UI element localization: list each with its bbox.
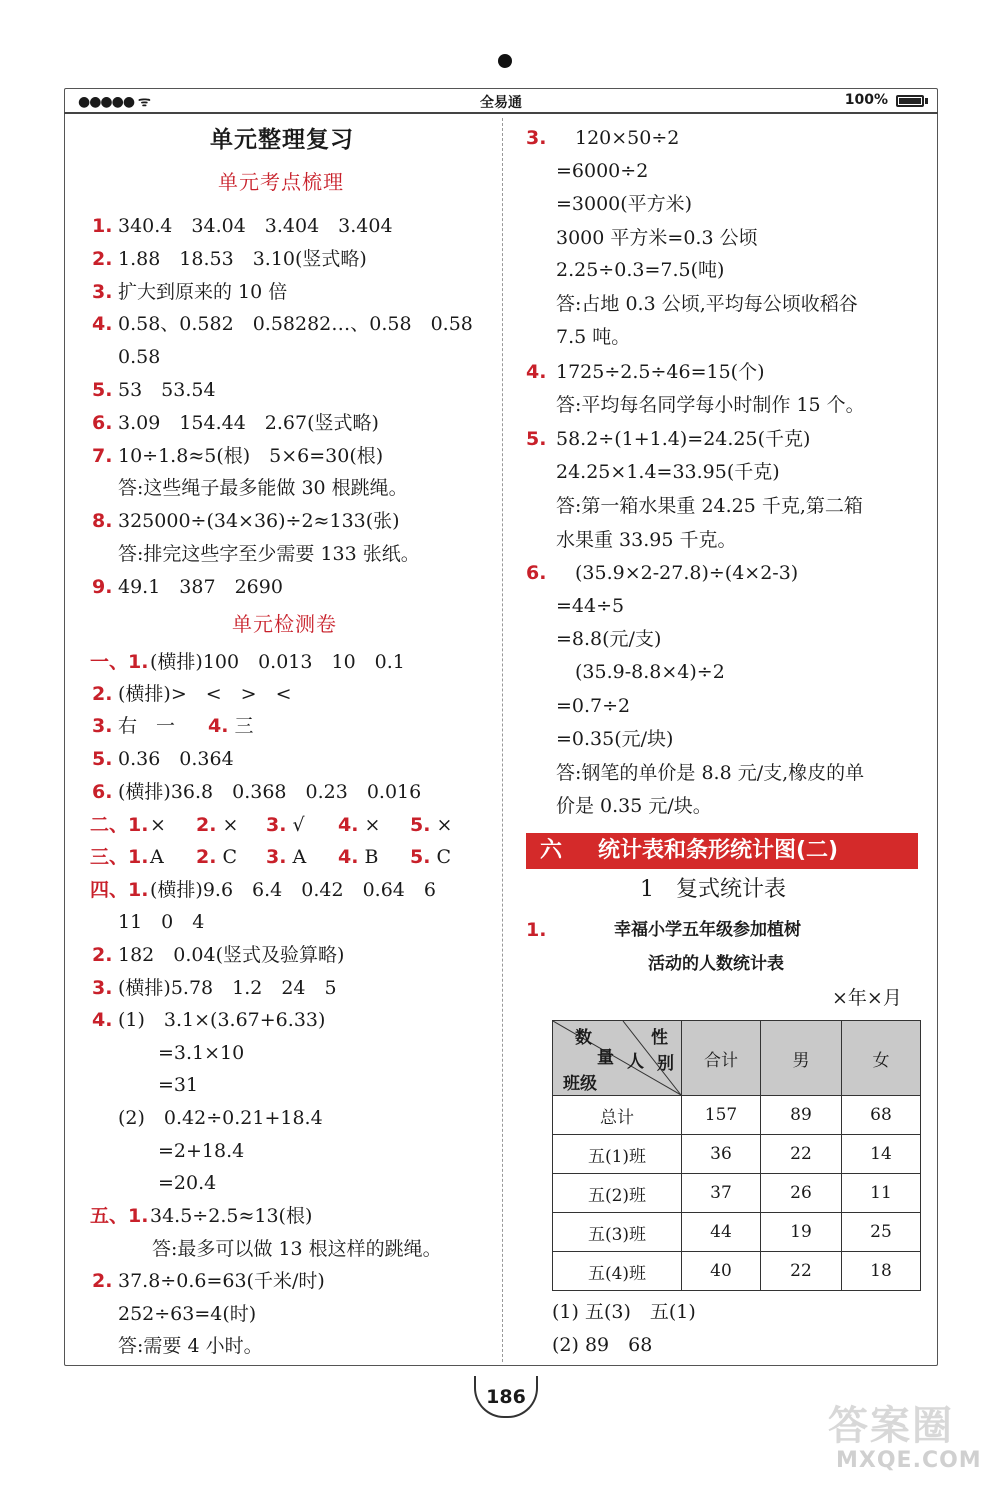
table-cell: 五(2)班 [553, 1174, 682, 1213]
item-text: 答:需要 4 小时。 [118, 1335, 263, 1357]
item-text: 答:第一箱水果重 24.25 千克,第二箱 [556, 495, 863, 517]
chapter-title: 统计表和条形统计图(二) [598, 838, 839, 863]
table-corner-cell [553, 1021, 682, 1096]
item-number: 3. [266, 814, 287, 836]
item-text: 252÷63=4(时) [118, 1303, 257, 1325]
answer-item [526, 360, 765, 384]
table-row [553, 1135, 921, 1174]
item-text: 右 一 [118, 715, 176, 737]
table-cell: 五(1)班 [553, 1135, 682, 1174]
item-number: 4. [92, 1009, 113, 1031]
item-text: 37.8÷0.6=63(千米/时) [118, 1270, 325, 1292]
table-cell: 37 [682, 1174, 761, 1213]
answer-item [92, 1269, 325, 1293]
table-corner [553, 1021, 681, 1095]
item-text: C [436, 846, 451, 868]
answer-item [526, 427, 811, 451]
item-text: (横排)9.6 6.4 0.42 0.64 6 [150, 879, 436, 901]
answer-item [92, 1008, 326, 1032]
item-text: =3000(平方米) [556, 193, 693, 215]
table-title-line2: 活动的人数统计表 [648, 954, 784, 974]
item-text: (横排)36.8 0.368 0.23 0.016 [118, 781, 422, 803]
item-text: 0.58、0.582 0.58282…、0.58 0.58 [118, 313, 473, 336]
item-text: B [364, 846, 379, 868]
table-title-line1: 幸福小学五年级参加植树 [614, 920, 801, 940]
item-number: 5. [526, 428, 547, 450]
item-text: 120×50÷2 [556, 127, 680, 149]
inline-answer [266, 813, 305, 837]
item-text: 11 0 4 [118, 911, 205, 933]
item-text: 答:平均每名同学每小时制作 15 个。 [556, 394, 865, 416]
item-text: 0.36 0.364 [118, 748, 234, 770]
item-text: 2.25÷0.3=7.5(吨) [556, 259, 725, 281]
inline-answer [410, 845, 451, 869]
item-number: 一、1. [90, 651, 149, 673]
table-cell: 36 [682, 1135, 761, 1174]
item-number: 2. [196, 846, 217, 868]
signal-icon: ●●●●● ᯤ [78, 94, 150, 110]
lesson-title: 1 复式统计表 [640, 877, 786, 902]
corner-label: 人 [627, 1052, 644, 1072]
question-number: 1. [526, 919, 547, 941]
item-number: 2. [92, 683, 113, 705]
answer-item: 4. 三 [208, 715, 254, 737]
item-text: A [292, 846, 307, 868]
item-text: 答:最多可以做 13 根这样的跳绳。 [152, 1238, 442, 1260]
item-text: (2) 0.42÷0.21+18.4 [118, 1107, 323, 1129]
battery-icon [896, 95, 924, 107]
item-number: 1. [92, 215, 113, 237]
answer-item [92, 714, 176, 738]
table-header: 女 [842, 1021, 921, 1096]
answer-item [90, 1204, 313, 1228]
chapter-banner [526, 833, 918, 869]
item-number: 6. [92, 781, 113, 803]
table-cell: 157 [682, 1096, 761, 1135]
item-number: 4. [526, 361, 547, 383]
answer-item [92, 509, 400, 533]
item-text: (35.9-8.8×4)÷2 [556, 661, 725, 683]
item-text: 扩大到原来的 10 倍 [118, 280, 288, 303]
item-number: 6. [92, 411, 113, 434]
item-text: (横排)5.78 1.2 24 5 [118, 977, 337, 999]
answer-item [92, 780, 422, 804]
answer-item [92, 575, 283, 599]
item-text: 3.09 154.44 2.67(竖式略) [118, 411, 379, 434]
item-text: (1) 3.1×(3.67+6.33) [118, 1009, 326, 1031]
item-number: 9. [92, 575, 113, 598]
item-text: 34.5÷2.5≈13(根) [150, 1205, 313, 1227]
section-title-review: 单元考点梳理 [218, 170, 344, 194]
item-text: 1.88 18.53 3.10(竖式略) [118, 247, 367, 270]
item-text: 340.4 34.04 3.404 3.404 [118, 215, 393, 237]
corner-label: 量 [597, 1048, 614, 1068]
item-text: × [364, 814, 381, 836]
item-text: × [150, 814, 166, 836]
item-number: 3. [526, 127, 547, 149]
item-number: 3. [92, 977, 113, 999]
watermark-url: MXQE.COM [836, 1448, 982, 1473]
item-text: 3000 平方米=0.3 公顷 [556, 227, 758, 249]
item-text: 58.2÷(1+1.4)=24.25(千克) [556, 428, 811, 450]
item-text: 答:占地 0.3 公顷,平均每公顷收稻谷 [556, 293, 858, 315]
answer-item [526, 561, 799, 585]
item-text: 49.1 387 2690 [118, 575, 283, 598]
item-text: 24.25×1.4=33.95(千克) [556, 461, 780, 483]
column-divider [502, 118, 503, 1362]
answer-item [92, 378, 216, 402]
item-text: =3.1×10 [158, 1042, 245, 1064]
answer-item [92, 214, 393, 238]
item-number: 3. [92, 715, 113, 737]
answer-item [92, 444, 384, 468]
item-text: =2+18.4 [158, 1140, 245, 1162]
item-number: 3. [266, 846, 287, 868]
item-number: 2. [92, 247, 113, 270]
table-row [553, 1096, 921, 1135]
item-text: 价是 0.35 元/块。 [556, 795, 712, 817]
item-text: 7.5 吨。 [556, 326, 631, 348]
table-cell: 22 [761, 1252, 842, 1291]
answer-item [92, 747, 234, 771]
table-date: ×年×月 [832, 987, 902, 1009]
table-header: 合计 [682, 1021, 761, 1096]
item-text: 0.58 [118, 346, 161, 369]
item-number: 五、1. [90, 1205, 149, 1227]
corner-label: 数 [575, 1028, 592, 1048]
inline-answer [196, 813, 238, 837]
table-cell: 19 [761, 1213, 842, 1252]
page-number: 186 [486, 1386, 526, 1408]
table-cell: 14 [842, 1135, 921, 1174]
inline-answer [410, 813, 452, 837]
answer-item [92, 976, 337, 1000]
table-header: 男 [761, 1021, 842, 1096]
answer-item [90, 845, 164, 869]
chapter-number: 六 [540, 838, 563, 863]
item-number: 2. [92, 944, 113, 966]
item-text: 答:钢笔的单价是 8.8 元/支,橡皮的单 [556, 762, 865, 784]
answer-item [90, 650, 405, 674]
item-number: 8. [92, 510, 113, 533]
item-text: 325000÷(34×36)÷2≈133(张) [118, 510, 400, 533]
answer-item [92, 312, 473, 336]
item-number: 5. [410, 814, 431, 836]
status-bar [64, 88, 938, 114]
answer-item [92, 943, 345, 967]
corner-label: 别 [657, 1054, 674, 1074]
item-number: 5. [92, 748, 113, 770]
item-text: =20.4 [158, 1172, 217, 1194]
table-cell: 总计 [553, 1096, 682, 1135]
battery-percent: 100% [844, 92, 888, 108]
inline-answer [338, 813, 380, 837]
item-text: =8.8(元/支) [556, 628, 662, 650]
table-cell: 26 [761, 1174, 842, 1213]
answer-item [92, 247, 367, 271]
answer-item [90, 813, 166, 837]
watermark-logo: 答案圈 [828, 1403, 954, 1449]
table-cell: 68 [842, 1096, 921, 1135]
item-text: =0.7÷2 [556, 695, 631, 717]
table-cell: 25 [842, 1213, 921, 1252]
section-title-test: 单元检测卷 [232, 612, 337, 636]
item-text: 182 0.04(竖式及验算略) [118, 944, 345, 966]
item-text: =0.35(元/块) [556, 728, 674, 750]
item-number: 6. [526, 562, 547, 584]
item-number: 三、1. [90, 846, 149, 868]
answer-line: (2) 89 68 [552, 1334, 653, 1356]
battery-cap [925, 98, 928, 104]
item-text: 10÷1.8≈5(根) 5×6=30(根) [118, 444, 384, 467]
answer-item [92, 280, 288, 304]
item-text: 答:排完这些字至少需要 133 张纸。 [118, 543, 420, 565]
item-text: 53 53.54 [118, 379, 216, 401]
answer-item [92, 411, 379, 435]
table-cell: 40 [682, 1252, 761, 1291]
item-number: 四、1. [90, 879, 149, 901]
item-number: 7. [92, 444, 113, 467]
item-text: =31 [158, 1074, 199, 1096]
table-row [553, 1252, 921, 1291]
table-cell: 18 [842, 1252, 921, 1291]
answer-item [526, 126, 680, 150]
item-text: 水果重 33.95 千克。 [556, 529, 737, 551]
inline-answer [266, 845, 306, 869]
item-text: A [150, 846, 164, 868]
item-text: √ [292, 814, 305, 836]
item-number: 5. [410, 846, 431, 868]
top-dot [498, 54, 512, 68]
corner-label: 性 [651, 1028, 668, 1048]
table-cell: 五(3)班 [553, 1213, 682, 1252]
inline-answer [338, 845, 378, 869]
item-number: 3. [92, 280, 113, 303]
item-text: C [222, 846, 237, 868]
item-number: 2. [196, 814, 217, 836]
table-row [553, 1213, 921, 1252]
item-text: 答:这些绳子最多能做 30 根跳绳。 [118, 477, 408, 500]
table-cell: 五(4)班 [553, 1252, 682, 1291]
table-cell: 11 [842, 1174, 921, 1213]
table-header-row [553, 1021, 921, 1096]
answer-item [90, 878, 436, 902]
item-number: 5. [92, 379, 113, 401]
answer-item [92, 682, 292, 706]
stats-table [552, 1020, 921, 1291]
answer-line: (1) 五(3) 五(1) [552, 1301, 696, 1323]
status-title: 全易通 [480, 95, 522, 111]
item-number: 4. [338, 846, 359, 868]
corner-label: 班级 [563, 1074, 597, 1094]
page-title: 单元整理复习 [210, 126, 354, 153]
table-cell: 22 [761, 1135, 842, 1174]
item-text: 1725÷2.5÷46=15(个) [556, 361, 765, 383]
item-number: 2. [92, 1270, 113, 1292]
item-text: =44÷5 [556, 595, 625, 617]
item-number: 4. [92, 313, 113, 336]
table-row [553, 1174, 921, 1213]
table-cell: 89 [761, 1096, 842, 1135]
item-text: × [222, 814, 239, 836]
table-cell: 44 [682, 1213, 761, 1252]
item-number: 二、1. [90, 814, 149, 836]
item-number: 4. [338, 814, 359, 836]
inline-answer [196, 845, 237, 869]
item-text: × [436, 814, 453, 836]
item-text: (35.9×2-27.8)÷(4×2-3) [556, 562, 799, 584]
item-text: (横排)100 0.013 10 0.1 [150, 651, 405, 673]
item-text: =6000÷2 [556, 160, 649, 182]
item-text: (横排)> < > < [118, 683, 292, 705]
